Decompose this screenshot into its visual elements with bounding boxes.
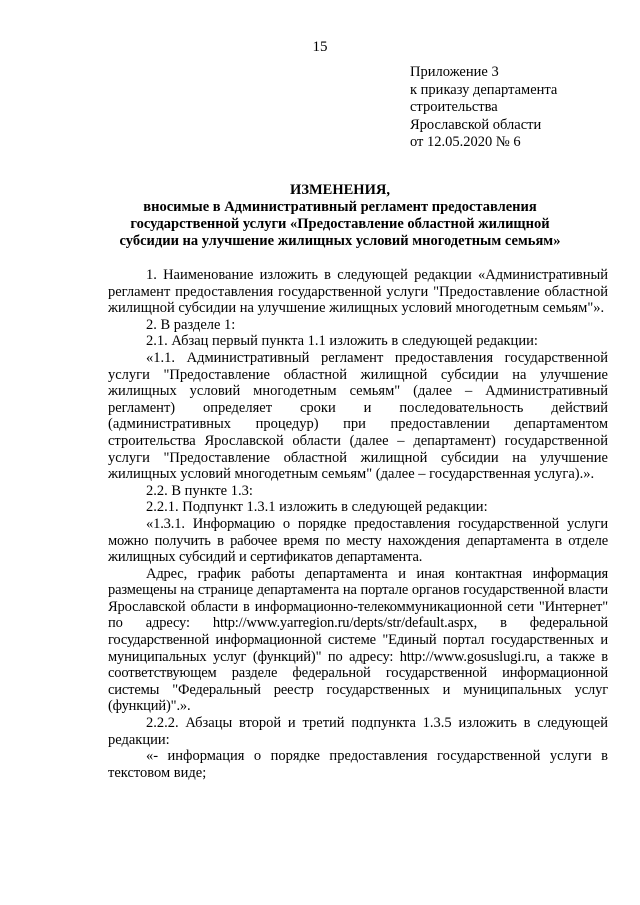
paragraph: «- информация о порядке предоставления государственной услуги в текстовом виде; (108, 748, 608, 781)
paragraph: «1.1. Административный регламент предоставления государственной услуги "Предоставление областной жилищной субсидии на улучшение жилищных условий многодетным семьям" (далее – Административный регламент) определяет сроки и последовательность действий (административных процедур) при предоставлении департаментом строительства Ярославской области (далее – департамент) государственной услуги "Предоставление областной жилищной субсидии на улучшение жилищных условий многодетным семьям" (далее – государственная услуга).». (108, 349, 608, 483)
paragraph: 2.2. В пункте 1.3: (146, 482, 253, 499)
document-body (108, 267, 608, 781)
appendix-block (410, 64, 630, 152)
appendix-line: к приказу департамента (410, 81, 558, 98)
heading-title: ИЗМЕНЕНИЯ, (290, 182, 390, 198)
appendix-line: Приложение 3 (410, 64, 499, 80)
page-number: 15 (312, 39, 328, 55)
paragraph: 1. Наименование изложить в следующей редакции «Административный регламент предоставления государственной услуги "Предоставление областной жилищной субсидии на улучшение жилищных условий многодетным семьям"». (108, 267, 608, 317)
paragraph: 2.2.1. Подпункт 1.3.1 изложить в следующей редакции: (146, 499, 488, 516)
paragraph: 2.2.2. Абзацы второй и третий подпункта 1.3.5 изложить в следующей редакции: (108, 715, 608, 748)
document-heading (80, 182, 600, 250)
paragraph: 2.1. Абзац первый пункта 1.1 изложить в следующей редакции: (146, 333, 538, 350)
paragraph: Адрес, график работы департамента и иная контактная информация размещены на странице департамента на портале органов государственной власти Ярославской области в информационно-телекоммуникационной сети "Интернет" по адресу: http://www.yarregion.ru/depts/str/default.aspx, в федеральной государственной информационной системе "Единый портал государственных и муниципальных услуг (функций)" по адресу: http://www.gosuslugi.ru, а также в соответствующем разделе федеральной государственной информационной системы "Федеральный реестр государственных и муниципальных услуг (функций)".». (108, 565, 608, 715)
heading-line: государственной услуги «Предоставление областной жилищной (130, 216, 550, 232)
paragraph: 2. В разделе 1: (146, 316, 236, 333)
paragraph: «1.3.1. Информацию о порядке предоставления государственной услуги можно получить в рабочее время по месту нахождения департамента в отделе жилищных субсидий и сертификатов департамента. (108, 515, 608, 566)
appendix-line: строительства (410, 99, 498, 115)
heading-line: субсидии на улучшение жилищных условий многодетным семьям» (119, 233, 561, 249)
appendix-line: Ярославской области (410, 116, 542, 133)
appendix-line: от 12.05.2020 № 6 (410, 134, 521, 150)
heading-line: вносимые в Административный регламент предоставления (143, 199, 537, 215)
